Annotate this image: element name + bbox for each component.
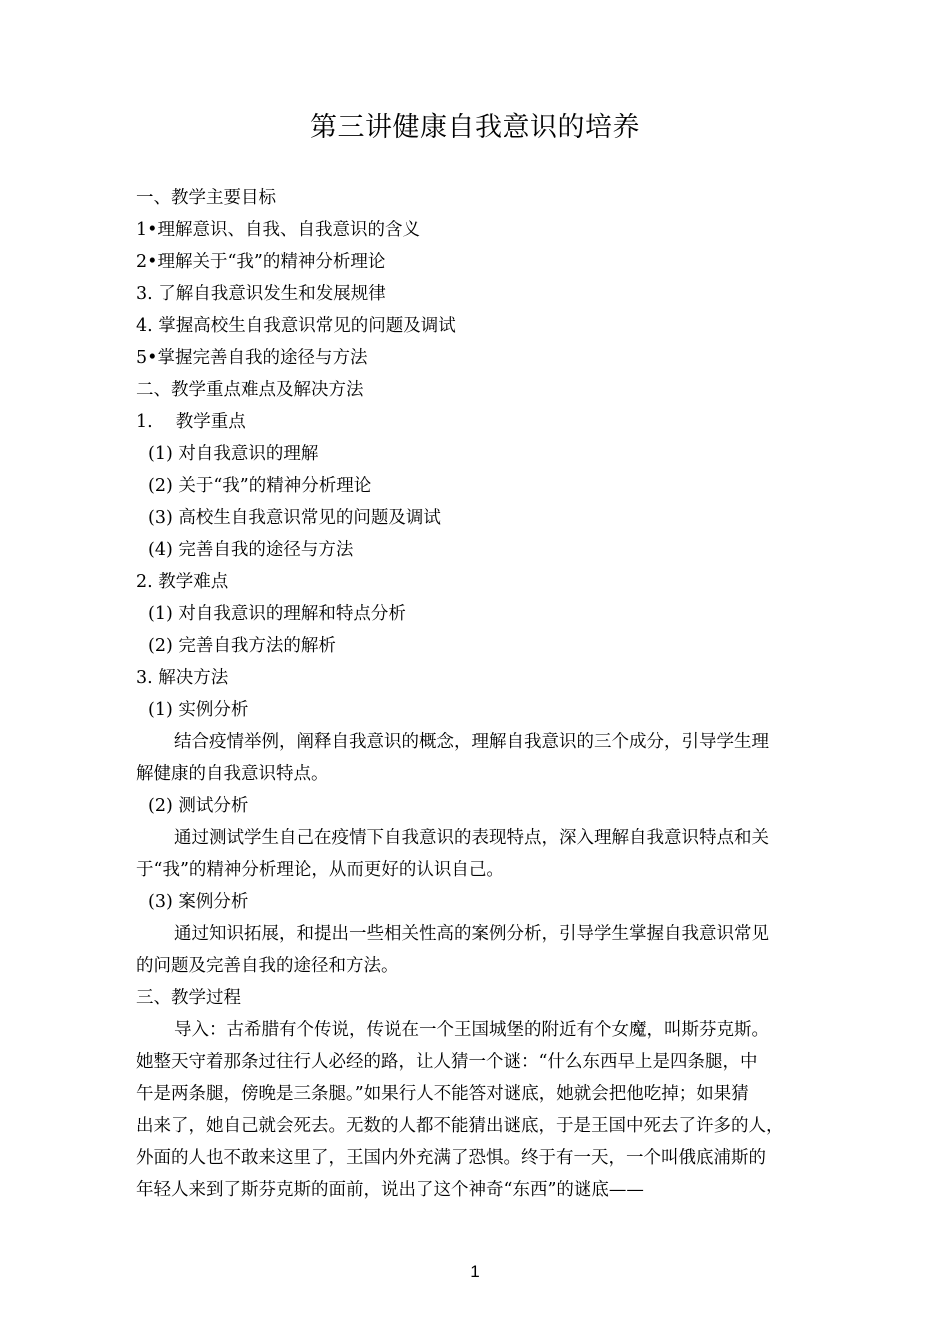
paragraph-line: 年轻人来到了斯芬克斯的面前，说出了这个神奇“东西”的谜底—— xyxy=(136,1180,644,1200)
list-item: (1) 实例分析 xyxy=(148,700,249,720)
objective-item: 5•掌握完善自我的途径与方法 xyxy=(136,348,368,368)
list-item: (2) 关于“我”的精神分析理论 xyxy=(148,476,372,496)
list-item: (3) 案例分析 xyxy=(148,892,249,912)
paragraph-line: 通过测试学生自己在疫情下自我意识的表现特点，深入理解自我意识特点和关 xyxy=(174,828,769,848)
objective-item: 1•理解意识、自我、自我意识的含义 xyxy=(136,220,420,240)
section-heading-process: 三、教学过程 xyxy=(136,988,241,1008)
paragraph-line: 她整天守着那条过往行人必经的路，让人猜一个谜：“什么东西早上是四条腿，中 xyxy=(136,1052,758,1072)
objective-item: 4. 掌握高校生自我意识常见的问题及调试 xyxy=(136,316,456,336)
objective-item: 2•理解关于“我”的精神分析理论 xyxy=(136,252,386,272)
list-item: (1) 对自我意识的理解 xyxy=(148,444,319,464)
objective-item: 3. 了解自我意识发生和发展规律 xyxy=(136,284,386,304)
paragraph-line: 于“我”的精神分析理论，从而更好的认识自己。 xyxy=(136,860,504,880)
paragraph-line: 导入：古希腊有个传说，传说在一个王国城堡的附近有个女魔，叫斯芬克斯。 xyxy=(174,1020,769,1040)
list-item: (2) 测试分析 xyxy=(148,796,249,816)
section-heading-objectives: 一、教学主要目标 xyxy=(136,188,276,208)
paragraph-line: 的问题及完善自我的途径和方法。 xyxy=(136,956,399,976)
paragraph-line: 出来了，她自己就会死去。无数的人都不能猜出谜底，于是王国中死去了许多的人， xyxy=(136,1116,784,1136)
subsection-heading: 2. 教学难点 xyxy=(136,572,229,592)
paragraph-line: 外面的人也不敢来这里了，王国内外充满了恐惧。终于有一天，一个叫俄底浦斯的 xyxy=(136,1148,766,1168)
subsection-heading: 3. 解决方法 xyxy=(136,668,229,688)
list-item: (3) 高校生自我意识常见的问题及调试 xyxy=(148,508,441,528)
paragraph-line: 结合疫情举例，阐释自我意识的概念，理解自我意识的三个成分，引导学生理 xyxy=(174,732,769,752)
page-number: 1 xyxy=(470,1262,480,1281)
list-item: (1) 对自我意识的理解和特点分析 xyxy=(148,604,406,624)
paragraph-line: 午是两条腿，傍晚是三条腿。”如果行人不能答对谜底，她就会把他吃掉；如果猜 xyxy=(136,1084,749,1104)
paragraph-line: 解健康的自我意识特点。 xyxy=(136,764,329,784)
list-item: (4) 完善自我的途径与方法 xyxy=(148,540,354,560)
paragraph-line: 通过知识拓展，和提出一些相关性高的案例分析，引导学生掌握自我意识常见 xyxy=(174,924,769,944)
section-heading-key-points: 二、教学重点难点及解决方法 xyxy=(136,380,364,400)
list-item: (2) 完善自我方法的解析 xyxy=(148,636,336,656)
document-title: 第三讲健康自我意识的培养 xyxy=(310,112,640,143)
subsection-heading: 1. 教学重点 xyxy=(136,412,246,432)
